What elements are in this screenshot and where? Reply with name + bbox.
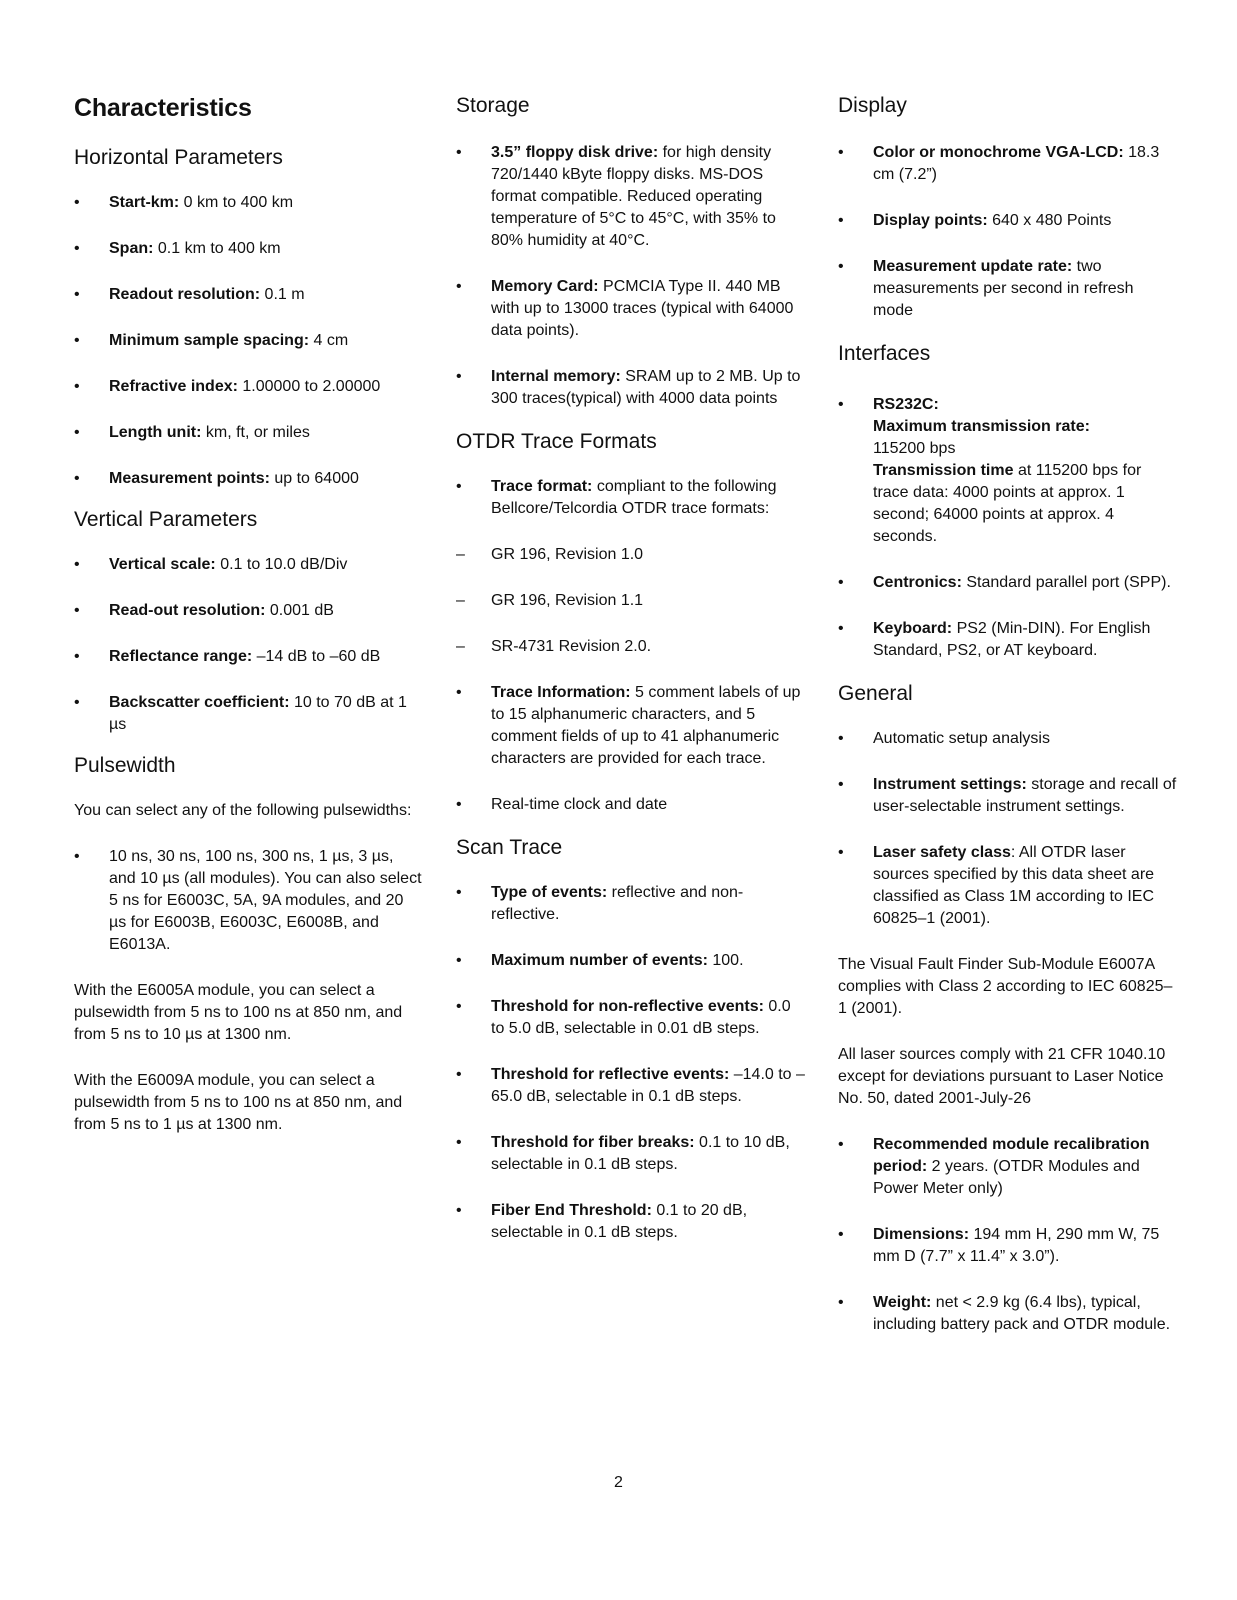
laser-compliance-note: All laser sources comply with 21 CFR 1040.10 except for deviations pursuant to Laser Notice No. 50, dated 2001-July-26 — [838, 1046, 1166, 1107]
list-item: • Threshold for non-reflective events: 0.0 to 5.0 dB, selectable in 0.01 dB steps. — [456, 998, 791, 1037]
bullet-icon: • — [456, 1134, 462, 1151]
bullet-icon: • — [838, 144, 844, 161]
column-right — [838, 92, 1178, 1360]
list-item: • Centronics: Standard parallel port (SPP). — [838, 572, 1178, 594]
bullet-icon: • — [74, 602, 80, 619]
list-item: • Weight: net < 2.9 kg (6.4 lbs), typical, including battery pack and OTDR module. — [838, 1294, 1171, 1333]
bullet-icon: • — [838, 396, 844, 413]
bullet-icon: • — [74, 286, 80, 303]
list-item: • Memory Card: PCMCIA Type II. 440 MB with up to 13000 traces (typical with 64000 data points). — [456, 278, 794, 339]
bullet-icon: • — [74, 378, 80, 395]
list-item: • Color or monochrome VGA-LCD: 18.3 cm (7.2”) — [838, 144, 1160, 183]
list-item: • 3.5” floppy disk drive: for high density 720/1440 kByte floppy disks. MS-DOS format compatible. Reduced operating temperature of 5°C to 45°C, with 35% to 80% humidity at 40°C. — [456, 144, 776, 249]
list-item: • Automatic setup analysis — [838, 728, 1178, 750]
list-item: • Measurement points: up to 64000 — [74, 468, 424, 490]
list-item: • Backscatter coefficient: 10 to 70 dB at 1 µs — [74, 694, 407, 733]
list-item: • Minimum sample spacing: 4 cm — [74, 330, 424, 352]
list-item: • Measurement update rate: two measurements per second in refresh mode — [838, 258, 1134, 319]
display-list — [838, 142, 1178, 322]
list-item: – GR 196, Revision 1.1 — [456, 590, 806, 612]
visual-fault-finder-note: The Visual Fault Finder Sub-Module E6007A complies with Class 2 according to IEC 60825–1 (2001). — [838, 956, 1173, 1017]
bullet-icon: • — [74, 848, 80, 865]
vertical-parameters-heading: Vertical Parameters — [74, 508, 258, 531]
list-item: • Maximum number of events: 100. — [456, 950, 806, 972]
list-item: • Read-out resolution: 0.001 dB — [74, 600, 424, 622]
list-item: • Internal memory: SRAM up to 2 MB. Up to 300 traces(typical) with 4000 data points — [456, 368, 801, 407]
bullet-icon: • — [456, 884, 462, 901]
bullet-icon: • — [74, 556, 80, 573]
page-number: 2 — [614, 1474, 623, 1491]
list-item: • Dimensions: 194 mm H, 290 mm W, 75 mm D (7.7” x 11.4” x 3.0”). — [838, 1226, 1160, 1265]
pulsewidth-e6005a-note: With the E6005A module, you can select a pulsewidth from 5 ns to 100 ns at 850 nm, and from 5 ns to 10 µs at 1300 nm. — [74, 982, 403, 1043]
storage-heading: Storage — [456, 94, 530, 117]
list-item: • Readout resolution: 0.1 m — [74, 284, 424, 306]
dash-icon: – — [456, 592, 465, 609]
list-item: • Span: 0.1 km to 400 km — [74, 238, 424, 260]
bullet-icon: • — [838, 776, 844, 793]
bullet-icon: • — [838, 212, 844, 229]
bullet-icon: • — [456, 478, 462, 495]
vertical-parameters-list — [74, 554, 424, 736]
list-item: • RS232C: Maximum transmission rate: 115200 bps Transmission time at 115200 bps for trace data: 4000 points at approx. 1 second; 64000 points at approx. 4 seconds. — [838, 396, 1142, 545]
list-item: • Display points: 640 x 480 Points — [838, 210, 1178, 232]
horizontal-parameters-heading: Horizontal Parameters — [74, 146, 283, 169]
list-item: • Refractive index: 1.00000 to 2.00000 — [74, 376, 424, 398]
general-heading: General — [838, 682, 913, 705]
bullet-icon: • — [838, 620, 844, 637]
list-item: • Vertical scale: 0.1 to 10.0 dB/Div — [74, 554, 424, 576]
bullet-icon: • — [838, 730, 844, 747]
dash-icon: – — [456, 638, 465, 655]
bullet-icon: • — [456, 144, 462, 161]
column-middle — [456, 92, 806, 1268]
interfaces-heading: Interfaces — [838, 342, 931, 365]
list-item: • Fiber End Threshold: 0.1 to 20 dB, selectable in 0.1 dB steps. — [456, 1202, 748, 1241]
bullet-icon: • — [74, 424, 80, 441]
bullet-icon: • — [838, 1226, 844, 1243]
scan-trace-heading: Scan Trace — [456, 836, 563, 859]
dash-icon: – — [456, 546, 465, 563]
bullet-icon: • — [456, 684, 462, 701]
storage-list — [456, 142, 806, 410]
bullet-icon: • — [74, 240, 80, 257]
pulsewidth-heading: Pulsewidth — [74, 754, 176, 777]
list-item: • Trace format: compliant to the following Bellcore/Telcordia OTDR trace formats: — [456, 478, 777, 517]
list-item: • Type of events: reflective and non-reflective. — [456, 884, 744, 923]
list-item: • Recommended module recalibration period: 2 years. (OTDR Modules and Power Meter only) — [838, 1136, 1150, 1197]
list-item: • Threshold for fiber breaks: 0.1 to 10 dB, selectable in 0.1 dB steps. — [456, 1134, 790, 1173]
interfaces-list — [838, 394, 1178, 662]
otdr-trace-formats-heading: OTDR Trace Formats — [456, 430, 657, 453]
pulsewidth-intro: You can select any of the following pulsewidths: — [74, 802, 412, 819]
list-item: • Real-time clock and date — [456, 794, 806, 816]
list-item: • Reflectance range: –14 dB to –60 dB — [74, 646, 424, 668]
bullet-icon: • — [74, 332, 80, 349]
list-item: • Keyboard: PS2 (Min-DIN). For English Standard, PS2, or AT keyboard. — [838, 620, 1151, 659]
bullet-icon: • — [838, 844, 844, 861]
page-title: Characteristics — [74, 94, 252, 122]
list-item: • Instrument settings: storage and recall of user-selectable instrument settings. — [838, 776, 1177, 815]
bullet-icon: • — [838, 1294, 844, 1311]
bullet-icon: • — [74, 694, 80, 711]
bullet-icon: • — [74, 194, 80, 211]
list-item: • Threshold for reflective events: –14.0 to –65.0 dB, selectable in 0.1 dB steps. — [456, 1066, 805, 1105]
bullet-icon: • — [456, 278, 462, 295]
list-item: • Laser safety class: All OTDR laser sources specified by this data sheet are classified as Class 1M according to IEC 60825–1 (2001). — [838, 844, 1155, 927]
bullet-icon: • — [838, 258, 844, 275]
list-item: – GR 196, Revision 1.0 — [456, 544, 806, 566]
scan-trace-list — [456, 882, 806, 1244]
list-item: • Start-km: 0 km to 400 km — [74, 192, 424, 214]
bullet-icon: • — [456, 952, 462, 969]
bullet-icon: • — [838, 574, 844, 591]
display-heading: Display — [838, 94, 907, 117]
list-item: – SR-4731 Revision 2.0. — [456, 636, 806, 658]
pulsewidth-list — [74, 846, 424, 956]
general-list-2 — [838, 1134, 1178, 1336]
general-list — [838, 728, 1178, 930]
bullet-icon: • — [456, 1066, 462, 1083]
bullet-icon: • — [838, 1136, 844, 1153]
horizontal-parameters-list — [74, 192, 424, 490]
bullet-icon: • — [456, 1202, 462, 1219]
list-item: • Length unit: km, ft, or miles — [74, 422, 424, 444]
bullet-icon: • — [74, 648, 80, 665]
list-item: • 10 ns, 30 ns, 100 ns, 300 ns, 1 µs, 3 µs, and 10 µs (all modules). You can also select 5 ns for E6003C, 5A, 9A modules, and 20 µs for E6003B, E6003C, E6008B, and E6013A. — [74, 848, 422, 953]
pulsewidth-e6009a-note: With the E6009A module, you can select a pulsewidth from 5 ns to 100 ns at 850 nm, and from 5 ns to 1 µs at 1300 nm. — [74, 1072, 403, 1133]
column-left — [74, 92, 424, 1160]
bullet-icon: • — [456, 998, 462, 1015]
bullet-icon: • — [456, 368, 462, 385]
bullet-icon: • — [456, 796, 462, 813]
list-item: • Trace Information: 5 comment labels of up to 15 alphanumeric characters, and 5 comment fields of up to 41 alphanumeric characters are provided for each trace. — [456, 684, 801, 767]
bullet-icon: • — [74, 470, 80, 487]
otdr-trace-formats-list — [456, 476, 806, 816]
